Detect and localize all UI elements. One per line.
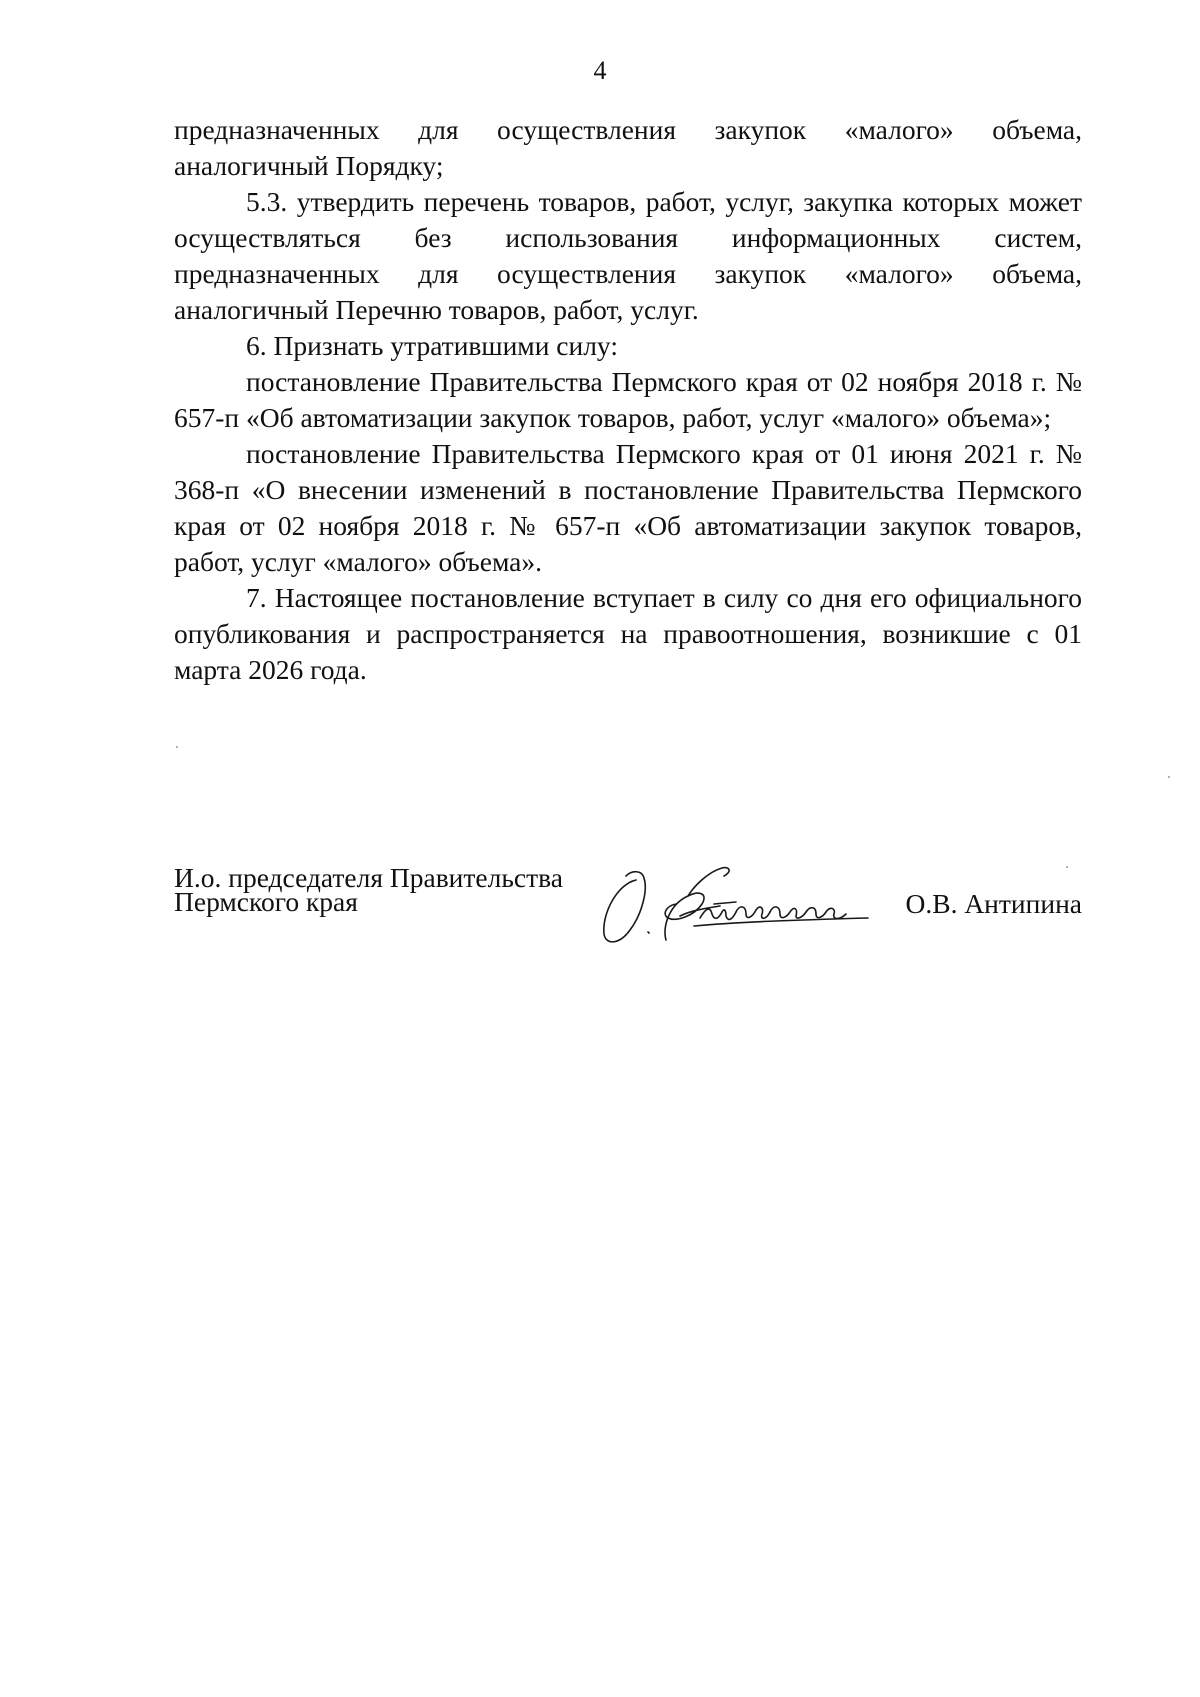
paragraph-item-6: 6. Признать утратившими силу: [246,330,618,361]
signature-block [174,862,1082,946]
paragraph-repealed-act-2: постановление Правительства Пермского края от 01 июня 2021 г. № 368-п «О внесении изменений в постановление Правительства Пермского края от 02 ноября 2018 г. № 657-п «Об автоматизации закупок товаров, работ, услуг «малого» объема». [174,438,1082,577]
scan-speck [1168,776,1170,778]
document-body [174,112,1082,688]
signer-position-line-2: Пермского края [174,886,358,917]
paragraph-continuation: предназначенных для осуществления закупок «малого» объема, аналогичный Порядку; [174,114,1082,181]
signer-position [174,862,563,917]
signer-name: О.В. Антипина [905,888,1082,919]
handwritten-signature [596,860,896,950]
scan-speck [1066,866,1068,868]
scan-speck [176,746,178,748]
paragraph-repealed-act-1: постановление Правительства Пермского края от 02 ноября 2018 г. № 657-п «Об автоматизации закупок товаров, работ, услуг «малого» объема»; [174,366,1082,433]
signer-position-line-1: И.о. председателя Правительства [174,862,563,893]
paragraph-item-5-3: 5.3. утвердить перечень товаров, работ, услуг, закупка которых может осуществляться без использования информационных систем, предназначенных для осуществления закупок «малого» объема, аналогичный Перечню товаров, работ, услуг. [174,186,1082,325]
paragraph-item-7: 7. Настоящее постановление вступает в силу со дня его официального опубликования и распространяется на правоотношения, возникшие с 01 марта 2026 года. [174,582,1082,685]
page-number: 4 [593,56,607,85]
